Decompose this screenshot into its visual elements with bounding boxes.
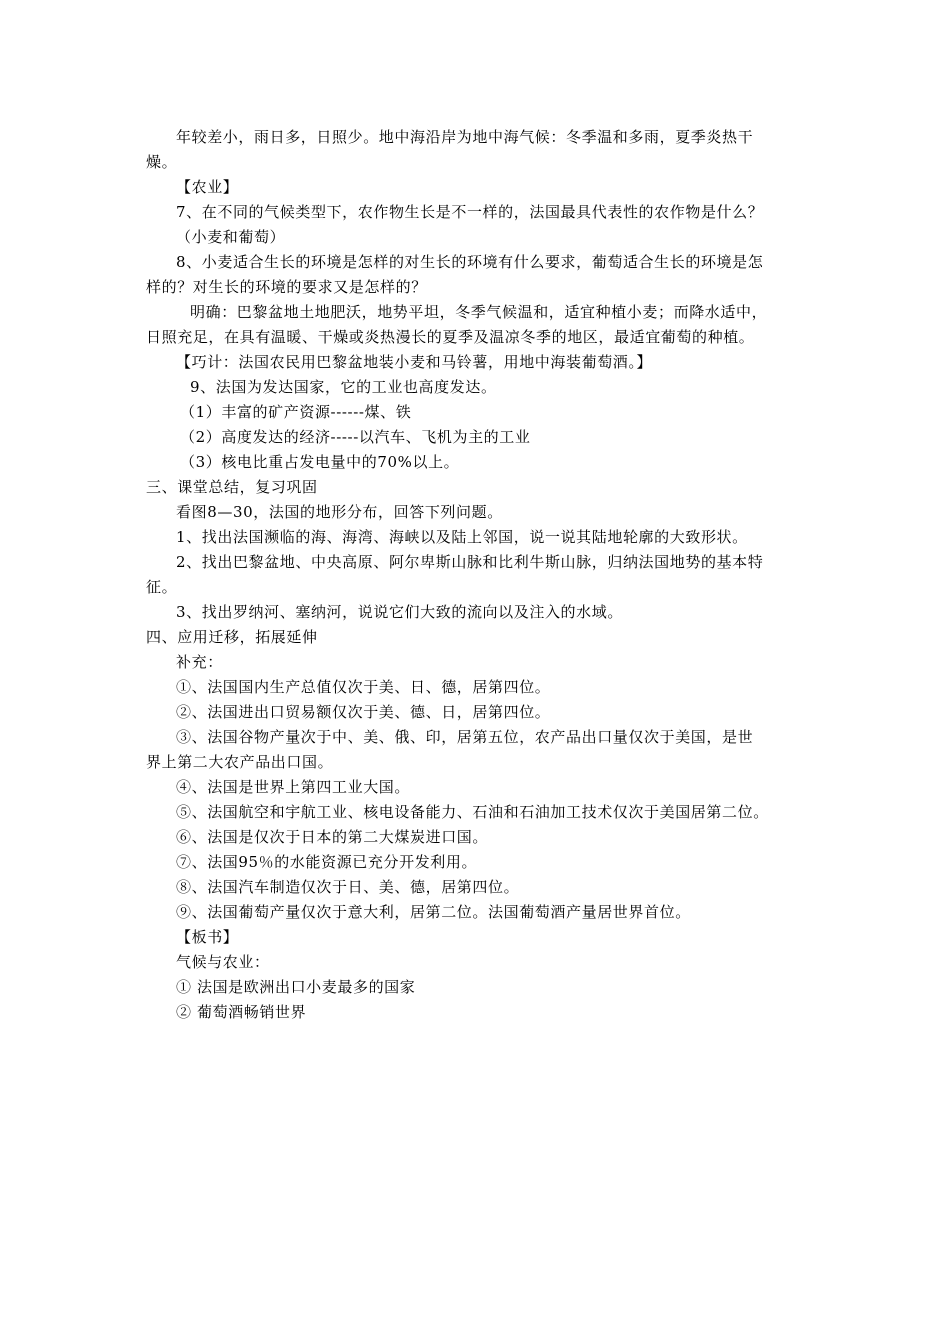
text-line: 界上第二大农产品出口国。 [146,753,334,771]
fact-4: ④、法国是世界上第四工业大国。 [176,778,411,796]
question-7: 7、在不同的气候类型下，农作物生长是不一样的，法国最具代表性的农作物是什么？ [176,203,764,221]
fact-6: ⑥、法国是仅次于日本的第二大煤炭进口国。 [176,828,489,846]
point-3: （3）核电比重占发电量中的70%以上。 [180,453,460,471]
section-heading: 【板书】 [176,928,239,946]
text-line: 气候与农业： [176,953,270,971]
text-line: 补充： [176,653,223,671]
question-8: 8、小麦适合生长的环境是怎样的对生长的环境有什么要求，葡萄适合生长的环境是怎 [176,253,764,271]
text-line: 看图8—30，法国的地形分布，回答下列问题。 [176,503,503,521]
fact-7: ⑦、法国95％的水能资源已充分开发利用。 [176,853,478,871]
task-1: 1、找出法国濒临的海、海湾、海峡以及陆上邻国，说一说其陆地轮廓的大致形状。 [176,528,748,546]
board-item-2: ② 葡萄酒畅销世界 [176,1003,307,1021]
section-heading: 三、课堂总结，复习巩固 [146,478,318,496]
answer-7: （小麦和葡萄） [176,228,286,246]
section-heading: 【农业】 [176,178,239,196]
text-line: 日照充足，在具有温暖、干燥或炎热漫长的夏季及温凉冬季的地区，最适宜葡萄的种植。 [146,328,755,346]
text-line: 年较差小，雨日多，日照少。地中海沿岸为地中海气候：冬季温和多雨，夏季炎热干 [176,128,754,146]
task-3: 3、找出罗纳河、塞纳河，说说它们大致的流向以及注入的水域。 [176,603,623,621]
board-item-1: ① 法国是欧洲出口小麦最多的国家 [176,978,416,996]
question-9: 9、法国为发达国家，它的工业也高度发达。 [190,378,497,396]
fact-8: ⑧、法国汽车制造仅次于日、美、德，居第四位。 [176,878,520,896]
memory-tip: 【巧计：法国农民用巴黎盆地装小麦和马铃薯，用地中海装葡萄酒。】 [176,353,653,371]
text-line: 征。 [146,578,178,596]
point-1: （1）丰富的矿产资源------煤、铁 [180,403,412,421]
text-line: 燥。 [146,153,178,171]
task-2: 2、找出巴黎盆地、中央高原、阿尔卑斯山脉和比利牛斯山脉，归纳法国地势的基本特 [176,553,764,571]
answer-8: 明确：巴黎盆地土地肥沃，地势平坦，冬季气候温和，适宜种植小麦；而降水适中， [190,303,768,321]
fact-3: ③、法国谷物产量次于中、美、俄、印，居第五位，农产品出口量仅次于美国，是世 [176,728,754,746]
text-line: 样的？对生长的环境的要求又是怎样的？ [146,278,427,296]
point-2: （2）高度发达的经济-----以汽车、飞机为主的工业 [180,428,531,446]
fact-5: ⑤、法国航空和宇航工业、核电设备能力、石油和石油加工技术仅次于美国居第二位。 [176,803,769,821]
fact-9: ⑨、法国葡萄产量仅次于意大利，居第二位。法国葡萄酒产量居世界首位。 [176,903,691,921]
fact-2: ②、法国进出口贸易额仅次于美、德、日，居第四位。 [176,703,551,721]
section-heading: 四、应用迁移，拓展延伸 [146,628,318,646]
fact-1: ①、法国国内生产总值仅次于美、日、德，居第四位。 [176,678,551,696]
